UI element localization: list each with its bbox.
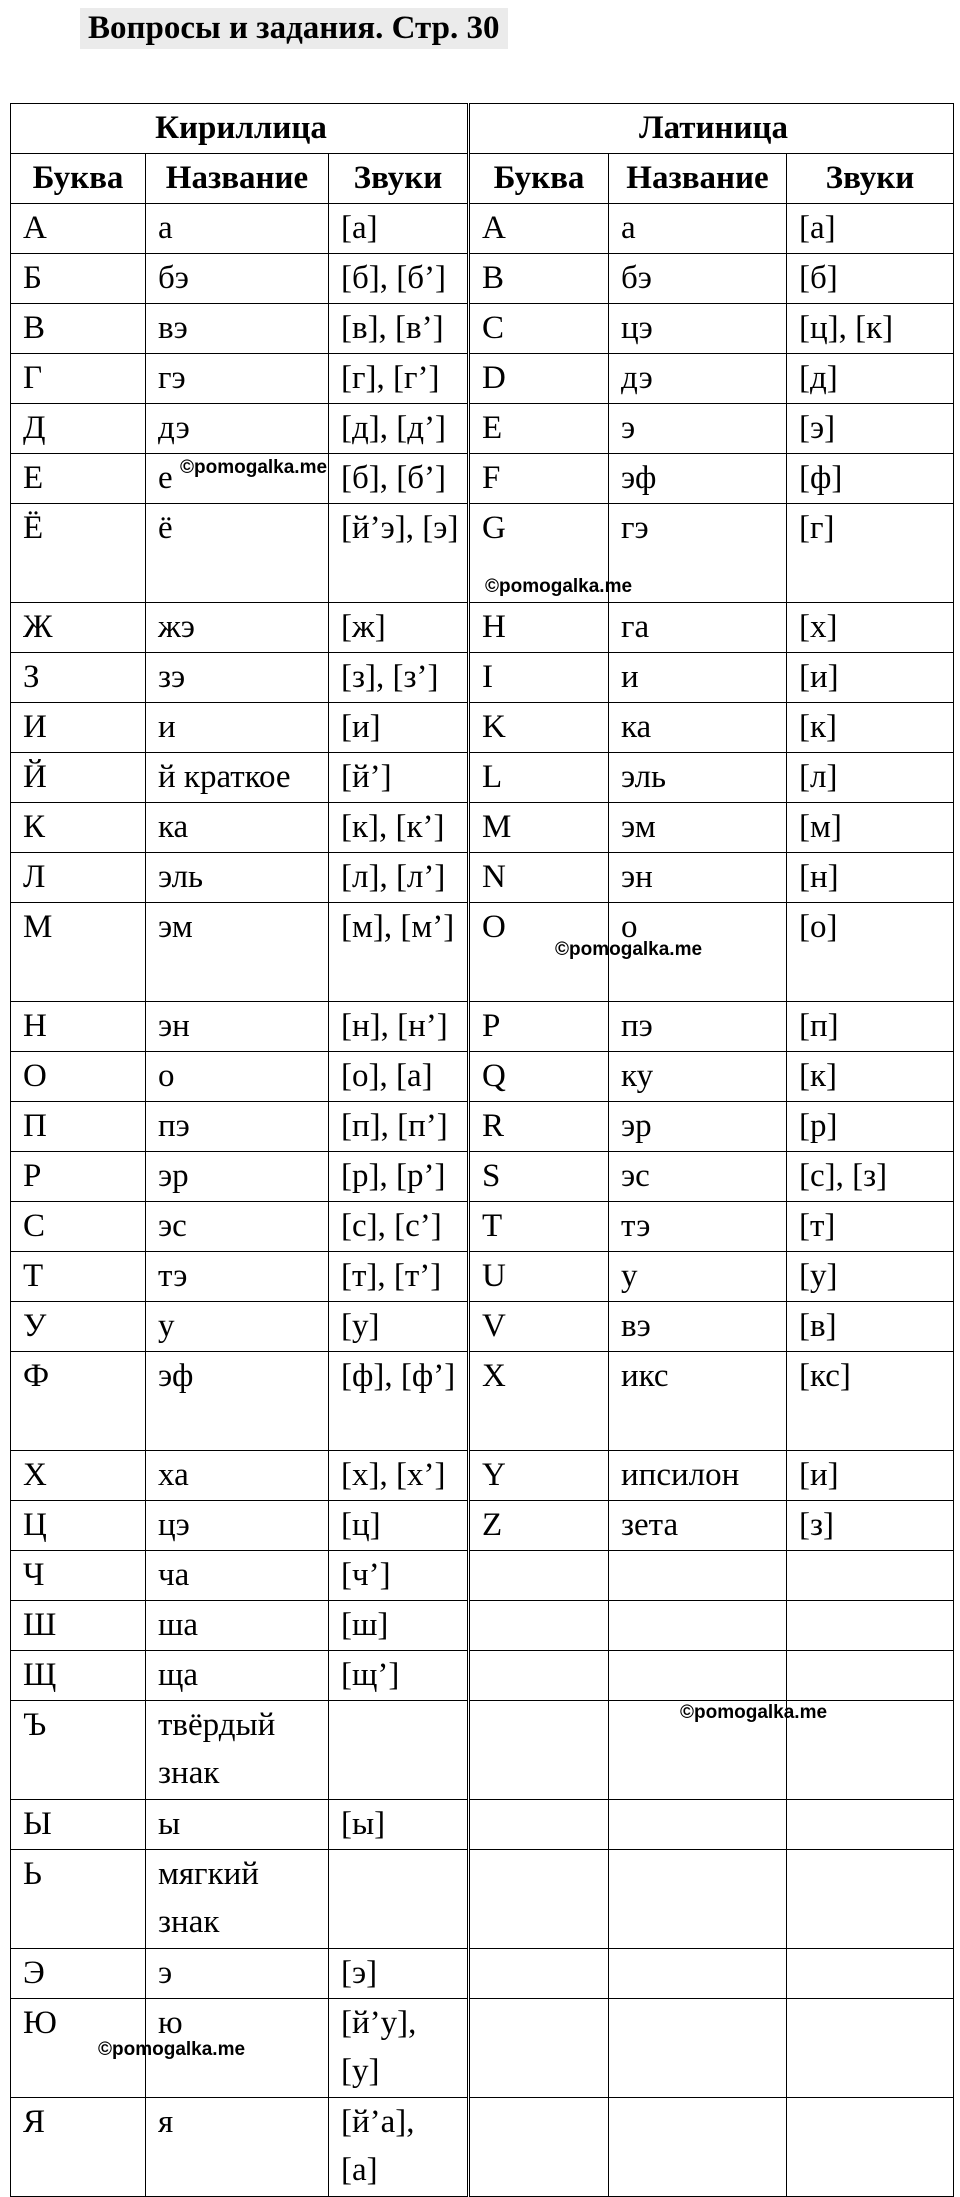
latin-letter	[469, 1551, 609, 1601]
cyrillic-name: ка	[146, 803, 329, 853]
latin-sounds: [п]	[787, 1002, 954, 1052]
column-header-name: Название	[609, 154, 787, 204]
cyrillic-letter: Б	[11, 254, 146, 304]
latin-letter	[469, 1850, 609, 1949]
cyrillic-sounds: [ц]	[329, 1501, 469, 1551]
table-row	[11, 1800, 954, 1850]
cyrillic-letter: Ъ	[11, 1701, 146, 1800]
cyrillic-name: эль	[146, 853, 329, 903]
latin-sounds: [с], [з]	[787, 1152, 954, 1202]
cyrillic-sounds: [з], [з’]	[329, 653, 469, 703]
cyrillic-sounds: [й’а], [а]	[329, 2098, 469, 2197]
cyrillic-sounds: [э]	[329, 1949, 469, 1999]
cyrillic-sounds: [о], [а]	[329, 1052, 469, 1102]
cyrillic-sounds: [ч’]	[329, 1551, 469, 1601]
latin-letter: E	[469, 404, 609, 454]
latin-name: дэ	[609, 354, 787, 404]
cyrillic-sounds: [ы]	[329, 1800, 469, 1850]
table-row	[11, 2098, 954, 2197]
latin-name: гэ	[609, 504, 787, 603]
cyrillic-sounds: [и]	[329, 703, 469, 753]
table-row	[11, 204, 954, 254]
cyrillic-name: ха	[146, 1451, 329, 1501]
table-row	[11, 1152, 954, 1202]
latin-sounds: [д]	[787, 354, 954, 404]
latin-letter: M	[469, 803, 609, 853]
cyrillic-letter: Г	[11, 354, 146, 404]
cyrillic-sounds	[329, 1701, 469, 1800]
table-row	[11, 1352, 954, 1451]
table-row	[11, 454, 954, 504]
cyrillic-name: а	[146, 204, 329, 254]
cyrillic-letter: В	[11, 304, 146, 354]
table-row	[11, 304, 954, 354]
latin-name: и	[609, 653, 787, 703]
cyrillic-name: эм	[146, 903, 329, 1002]
cyrillic-name: ы	[146, 1800, 329, 1850]
latin-letter: F	[469, 454, 609, 504]
alphabet-table	[10, 103, 954, 2197]
cyrillic-letter: Ь	[11, 1850, 146, 1949]
cyrillic-name: э	[146, 1949, 329, 1999]
latin-letter: B	[469, 254, 609, 304]
cyrillic-sounds: [п], [п’]	[329, 1102, 469, 1152]
latin-name	[609, 1651, 787, 1701]
latin-letter: P	[469, 1002, 609, 1052]
latin-sounds: [и]	[787, 653, 954, 703]
cyrillic-name: дэ	[146, 404, 329, 454]
latin-name	[609, 1800, 787, 1850]
cyrillic-sounds: [д], [д’]	[329, 404, 469, 454]
cyrillic-sounds: [й’у], [у]	[329, 1999, 469, 2098]
table-row	[11, 653, 954, 703]
latin-sounds	[787, 1551, 954, 1601]
cyrillic-letter: З	[11, 653, 146, 703]
table-row	[11, 1252, 954, 1302]
cyrillic-letter: Н	[11, 1002, 146, 1052]
latin-name: эр	[609, 1102, 787, 1152]
cyrillic-letter: Ё	[11, 504, 146, 603]
table-row	[11, 1601, 954, 1651]
cyrillic-letter: Т	[11, 1252, 146, 1302]
latin-letter: I	[469, 653, 609, 703]
latin-sounds: [р]	[787, 1102, 954, 1152]
cyrillic-letter: Р	[11, 1152, 146, 1202]
latin-name: зета	[609, 1501, 787, 1551]
cyrillic-name: эф	[146, 1352, 329, 1451]
latin-name: эф	[609, 454, 787, 504]
latin-sounds: [в]	[787, 1302, 954, 1352]
cyrillic-letter: Х	[11, 1451, 146, 1501]
latin-name	[609, 1850, 787, 1949]
latin-letter: R	[469, 1102, 609, 1152]
cyrillic-name: цэ	[146, 1501, 329, 1551]
cyrillic-name: ща	[146, 1651, 329, 1701]
table-row	[11, 903, 954, 1002]
column-header-name: Название	[146, 154, 329, 204]
latin-name: эм	[609, 803, 787, 853]
latin-sounds: [ц], [к]	[787, 304, 954, 354]
cyrillic-name: тэ	[146, 1252, 329, 1302]
cyrillic-sounds: [б], [б’]	[329, 254, 469, 304]
table-row	[11, 504, 954, 603]
latin-letter: S	[469, 1152, 609, 1202]
latin-letter	[469, 1999, 609, 2098]
cyrillic-name: зэ	[146, 653, 329, 703]
latin-letter: G	[469, 504, 609, 603]
cyrillic-name: я	[146, 2098, 329, 2197]
latin-sounds	[787, 1850, 954, 1949]
cyrillic-sounds: [ш]	[329, 1601, 469, 1651]
latin-sounds: [н]	[787, 853, 954, 903]
cyrillic-sounds: [л], [л’]	[329, 853, 469, 903]
latin-sounds	[787, 2098, 954, 2197]
cyrillic-letter: Д	[11, 404, 146, 454]
latin-letter: L	[469, 753, 609, 803]
cyrillic-letter: Е	[11, 454, 146, 504]
latin-letter: Q	[469, 1052, 609, 1102]
cyrillic-name: гэ	[146, 354, 329, 404]
cyrillic-letter: О	[11, 1052, 146, 1102]
cyrillic-sounds: [с], [с’]	[329, 1202, 469, 1252]
latin-sounds: [а]	[787, 204, 954, 254]
cyrillic-sounds: [й’э], [э]	[329, 504, 469, 603]
latin-sounds	[787, 1949, 954, 1999]
column-header-letter: Буква	[11, 154, 146, 204]
latin-name: пэ	[609, 1002, 787, 1052]
cyrillic-name: вэ	[146, 304, 329, 354]
latin-letter: Z	[469, 1501, 609, 1551]
cyrillic-letter: К	[11, 803, 146, 853]
latin-sounds: [кс]	[787, 1352, 954, 1451]
latin-sounds: [з]	[787, 1501, 954, 1551]
latin-name: вэ	[609, 1302, 787, 1352]
column-header-letter: Буква	[469, 154, 609, 204]
latin-letter: C	[469, 304, 609, 354]
cyrillic-sounds: [т], [т’]	[329, 1252, 469, 1302]
latin-sounds: [ф]	[787, 454, 954, 504]
latin-sounds	[787, 1800, 954, 1850]
latin-letter	[469, 2098, 609, 2197]
latin-letter: H	[469, 603, 609, 653]
cyrillic-letter: Щ	[11, 1651, 146, 1701]
latin-name: тэ	[609, 1202, 787, 1252]
latin-letter: K	[469, 703, 609, 753]
latin-letter: Y	[469, 1451, 609, 1501]
cyrillic-letter: Ц	[11, 1501, 146, 1551]
cyrillic-sounds: [г], [г’]	[329, 354, 469, 404]
table-row	[11, 1052, 954, 1102]
watermark: ©pomogalka.me	[680, 1702, 828, 1723]
page-title: Вопросы и задания. Стр. 30	[88, 10, 500, 46]
cyrillic-letter: Ы	[11, 1800, 146, 1850]
cyrillic-name: мягкий знак	[146, 1850, 329, 1949]
cyrillic-name: бэ	[146, 254, 329, 304]
cyrillic-sounds: [ж]	[329, 603, 469, 653]
cyrillic-sounds: [а]	[329, 204, 469, 254]
latin-sounds: [г]	[787, 504, 954, 603]
cyrillic-sounds	[329, 1850, 469, 1949]
cyrillic-name: ша	[146, 1601, 329, 1651]
watermark: ©pomogalka.me	[180, 457, 328, 478]
table-row	[11, 1651, 954, 1701]
cyrillic-sounds: [й’]	[329, 753, 469, 803]
cyrillic-letter: С	[11, 1202, 146, 1252]
table-row	[11, 753, 954, 803]
cyrillic-name: пэ	[146, 1102, 329, 1152]
latin-sounds: [м]	[787, 803, 954, 853]
table-row	[11, 1949, 954, 1999]
latin-letter: D	[469, 354, 609, 404]
latin-letter	[469, 1651, 609, 1701]
latin-letter	[469, 1800, 609, 1850]
table-row	[11, 1102, 954, 1152]
cyrillic-name: о	[146, 1052, 329, 1102]
latin-letter	[469, 1701, 609, 1800]
cyrillic-sounds: [м], [м’]	[329, 903, 469, 1002]
latin-sounds: [х]	[787, 603, 954, 653]
cyrillic-name: у	[146, 1302, 329, 1352]
latin-name: у	[609, 1252, 787, 1302]
cyrillic-letter: У	[11, 1302, 146, 1352]
table-row	[11, 404, 954, 454]
latin-letter	[469, 1949, 609, 1999]
table-row	[11, 1451, 954, 1501]
table-row	[11, 1002, 954, 1052]
cyrillic-name: жэ	[146, 603, 329, 653]
table-row	[11, 703, 954, 753]
latin-sounds: [и]	[787, 1451, 954, 1501]
table-row	[11, 354, 954, 404]
cyrillic-sounds: [ф], [ф’]	[329, 1352, 469, 1451]
latin-letter: V	[469, 1302, 609, 1352]
latin-sounds	[787, 1999, 954, 2098]
cyrillic-name: ча	[146, 1551, 329, 1601]
latin-sounds: [б]	[787, 254, 954, 304]
latin-name: ипсилон	[609, 1451, 787, 1501]
cyrillic-letter: Ю	[11, 1999, 146, 2098]
table-row	[11, 1302, 954, 1352]
latin-sounds: [т]	[787, 1202, 954, 1252]
cyrillic-sounds: [в], [в’]	[329, 304, 469, 354]
table-row	[11, 603, 954, 653]
cyrillic-letter: Ж	[11, 603, 146, 653]
latin-name	[609, 1601, 787, 1651]
column-header-sounds: Звуки	[787, 154, 954, 204]
latin-letter: N	[469, 853, 609, 903]
latin-sounds: [у]	[787, 1252, 954, 1302]
latin-letter	[469, 1601, 609, 1651]
table-row	[11, 254, 954, 304]
cyrillic-letter: Э	[11, 1949, 146, 1999]
latin-sounds: [о]	[787, 903, 954, 1002]
latin-name: а	[609, 204, 787, 254]
cyrillic-name: е	[146, 454, 329, 504]
cyrillic-letter: Ш	[11, 1601, 146, 1651]
latin-letter: A	[469, 204, 609, 254]
latin-name: эль	[609, 753, 787, 803]
latin-name: эн	[609, 853, 787, 903]
watermark: ©pomogalka.me	[98, 2039, 246, 2060]
cyrillic-name: эс	[146, 1202, 329, 1252]
cyrillic-name: и	[146, 703, 329, 753]
table-row	[11, 853, 954, 903]
cyrillic-letter: Ч	[11, 1551, 146, 1601]
table-row	[11, 1551, 954, 1601]
latin-sounds: [л]	[787, 753, 954, 803]
latin-name: э	[609, 404, 787, 454]
watermark: ©pomogalka.me	[555, 939, 703, 960]
latin-name	[609, 1999, 787, 2098]
cyrillic-name: ю	[146, 1999, 329, 2098]
latin-name	[609, 1551, 787, 1601]
table-row	[11, 1202, 954, 1252]
cyrillic-letter: А	[11, 204, 146, 254]
latin-name	[609, 1949, 787, 1999]
table-row	[11, 1501, 954, 1551]
cyrillic-sounds: [н], [н’]	[329, 1002, 469, 1052]
table-row	[11, 803, 954, 853]
latin-letter: O	[469, 903, 609, 1002]
latin-name: эс	[609, 1152, 787, 1202]
latin-letter: X	[469, 1352, 609, 1451]
latin-header: Латиница	[469, 104, 954, 154]
cyrillic-sounds: [р], [р’]	[329, 1152, 469, 1202]
cyrillic-name: твёрдый знак	[146, 1701, 329, 1800]
cyrillic-name: эн	[146, 1002, 329, 1052]
latin-sounds: [э]	[787, 404, 954, 454]
latin-name: ка	[609, 703, 787, 753]
latin-letter: U	[469, 1252, 609, 1302]
cyrillic-sounds: [б], [б’]	[329, 454, 469, 504]
latin-letter: T	[469, 1202, 609, 1252]
latin-name: цэ	[609, 304, 787, 354]
cyrillic-letter: И	[11, 703, 146, 753]
latin-name: икс	[609, 1352, 787, 1451]
latin-name: га	[609, 603, 787, 653]
watermark: ©pomogalka.me	[485, 576, 633, 597]
cyrillic-letter: Ф	[11, 1352, 146, 1451]
cyrillic-sounds: [у]	[329, 1302, 469, 1352]
table-row	[11, 1850, 954, 1949]
cyrillic-name: ё	[146, 504, 329, 603]
latin-sounds: [к]	[787, 1052, 954, 1102]
latin-name: о	[609, 903, 787, 1002]
latin-name: бэ	[609, 254, 787, 304]
cyrillic-sounds: [щ’]	[329, 1651, 469, 1701]
latin-name	[609, 2098, 787, 2197]
cyrillic-name: эр	[146, 1152, 329, 1202]
cyrillic-letter: Л	[11, 853, 146, 903]
cyrillic-letter: М	[11, 903, 146, 1002]
latin-sounds	[787, 1601, 954, 1651]
cyrillic-sounds: [х], [х’]	[329, 1451, 469, 1501]
cyrillic-name: й краткое	[146, 753, 329, 803]
latin-name: ку	[609, 1052, 787, 1102]
cyrillic-letter: П	[11, 1102, 146, 1152]
column-header-sounds: Звуки	[329, 154, 469, 204]
cyrillic-letter: Й	[11, 753, 146, 803]
cyrillic-header: Кириллица	[11, 104, 469, 154]
latin-sounds	[787, 1651, 954, 1701]
cyrillic-sounds: [к], [к’]	[329, 803, 469, 853]
title-highlight	[80, 8, 508, 49]
latin-sounds: [к]	[787, 703, 954, 753]
cyrillic-letter: Я	[11, 2098, 146, 2197]
